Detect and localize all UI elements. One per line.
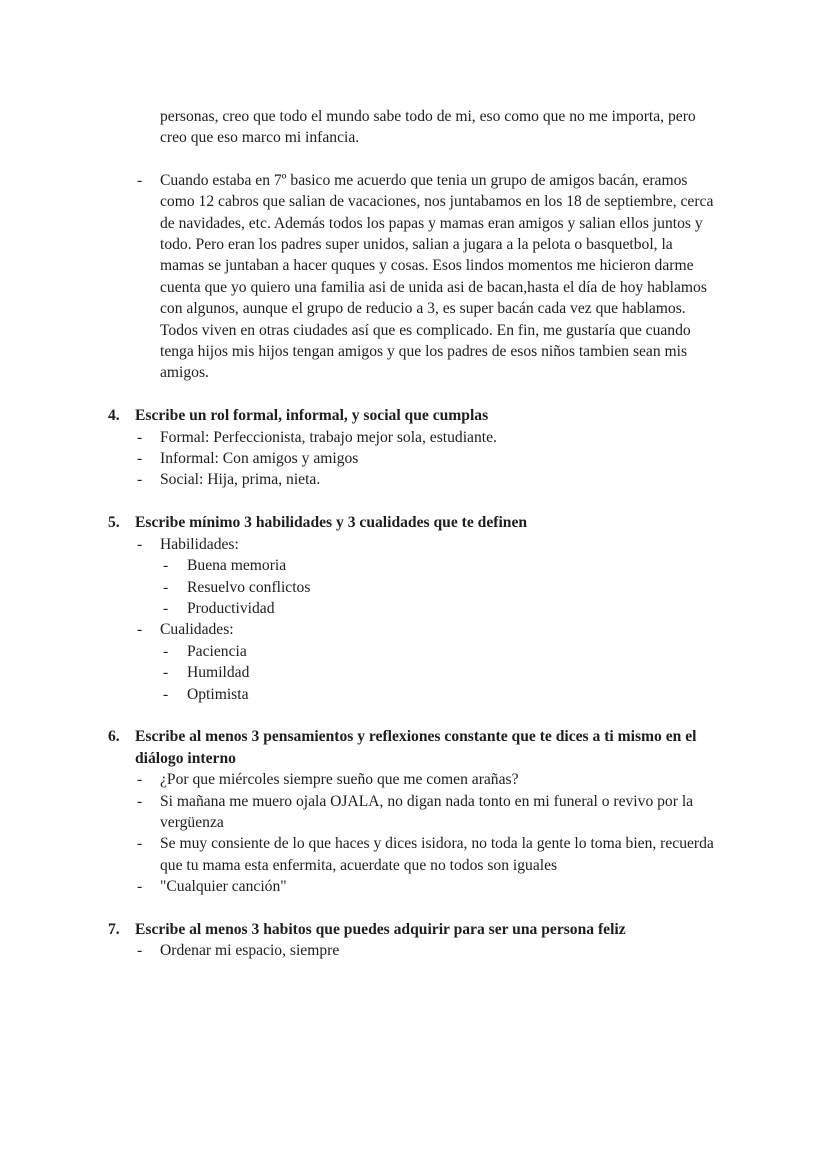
list-item-text: Si mañana me muero ojala OJALA, no digan nada tonto en mi funeral o revivo por la vergüenza <box>160 792 694 831</box>
list-item <box>108 833 715 876</box>
list-item <box>108 641 715 662</box>
list-item-text: Ordenar mi espacio, siempre <box>160 942 340 960</box>
numbered-list <box>108 405 715 962</box>
bullet-dash: - <box>137 535 143 553</box>
item-heading <box>108 919 715 940</box>
list-item <box>108 940 715 961</box>
continuation-paragraph: personas, creo que todo el mundo sabe todo de mi, eso como que no me importa, pero creo que eso marco mi infancia. <box>160 108 696 147</box>
bullet-dash: - <box>163 578 169 596</box>
item-number: 4. <box>108 407 120 425</box>
item-number: 7. <box>108 920 120 938</box>
list-item-text: Buena memoria <box>187 557 287 575</box>
list-item <box>108 448 715 469</box>
list-item-text: Formal: Perfeccionista, trabajo mejor sola, estudiante. <box>160 428 497 446</box>
list-item <box>108 769 715 790</box>
list-item-text: Informal: Con amigos y amigos <box>160 450 359 468</box>
item-heading <box>108 726 715 769</box>
item-number: 6. <box>108 728 120 746</box>
document-content <box>108 106 715 962</box>
numbered-item <box>108 405 715 491</box>
item-heading <box>108 405 715 426</box>
item-number: 5. <box>108 514 120 532</box>
bullet-dash: - <box>163 557 169 575</box>
list-item-text: ¿Por que miércoles siempre sueño que me comen arañas? <box>160 771 519 789</box>
item-title: Escribe al menos 3 pensamientos y reflexiones constante que te dices a ti mismo en el diálogo interno <box>135 728 697 767</box>
list-item-text: Resuelvo conflictos <box>187 578 311 596</box>
item-title: Escribe al menos 3 habitos que puedes adquirir para ser una persona feliz <box>135 920 626 938</box>
list-item <box>108 684 715 705</box>
numbered-item <box>108 726 715 897</box>
bullet-dash: - <box>137 835 143 853</box>
list-item <box>108 534 715 555</box>
list-item <box>108 170 715 384</box>
bullet-dash: - <box>137 792 143 810</box>
numbered-item <box>108 919 715 962</box>
item-heading <box>108 512 715 533</box>
bullet-dash: - <box>163 685 169 703</box>
bullet-dash: - <box>137 428 143 446</box>
list-item-text: Humildad <box>187 664 250 682</box>
list-item-text: Habilidades: <box>160 535 239 553</box>
list-item-text: "Cualquier canción" <box>160 878 287 896</box>
numbered-item <box>108 512 715 705</box>
list-item <box>108 791 715 834</box>
list-item-text: Cualidades: <box>160 621 234 639</box>
item-title: Escribe un rol formal, informal, y social que cumplas <box>135 407 489 425</box>
bullet-dash: - <box>137 878 143 896</box>
list-item-text: Productividad <box>187 599 275 617</box>
list-item <box>108 619 715 640</box>
bullet-dash: - <box>137 171 143 189</box>
bullet-dash: - <box>163 642 169 660</box>
bullet-dash: - <box>137 471 143 489</box>
list-item <box>108 662 715 683</box>
list-item-text: Cuando estaba en 7º basico me acuerdo que tenia un grupo de amigos bacán, eramos como 12 cabros que salian de vacaciones, nos juntabamos en los 18 de septiembre, cerca de navidades, etc. Además todos los papas y mamas eran amigos y salian ellos juntos y todo. Pero eran los padres super unidos, salian a jugara a la pelota o basquetbol, la mamas se juntaban a hacer quques y cosas. Esos lindos momentos me hicieron darme cuenta que yo quiero una familia asi de unida asi de bacan,hasta el día de hoy hablamos con algunos, aunque el grupo de reducio a 3, es super bacán cada vez que hablamos. Todos viven en otras ciudades así que es complicado. En fin, me gustaría que cuando tenga hijos mis hijos tengan amigos y que los padres de esos niños tambien sean mis amigos. <box>160 171 714 382</box>
list-item-text: Paciencia <box>187 642 247 660</box>
list-item <box>108 427 715 448</box>
bullet-dash: - <box>137 450 143 468</box>
bullet-dash: - <box>163 599 169 617</box>
bullet-dash: - <box>163 664 169 682</box>
item-title: Escribe mínimo 3 habilidades y 3 cualidades que te definen <box>135 514 528 532</box>
bullet-dash: - <box>137 942 143 960</box>
list-item <box>108 555 715 576</box>
bullet-dash: - <box>137 621 143 639</box>
list-item <box>108 598 715 619</box>
list-item <box>108 577 715 598</box>
list-item-text: Optimista <box>187 685 249 703</box>
list-item <box>108 469 715 490</box>
bullet-dash: - <box>137 771 143 789</box>
list-item <box>108 876 715 897</box>
list-item-text: Social: Hija, prima, nieta. <box>160 471 321 489</box>
list-item-text: Se muy consiente de lo que haces y dices isidora, no toda la gente lo toma bien, recuerda que tu mama esta enfermita, acuerdate que no todos son iguales <box>160 835 714 874</box>
